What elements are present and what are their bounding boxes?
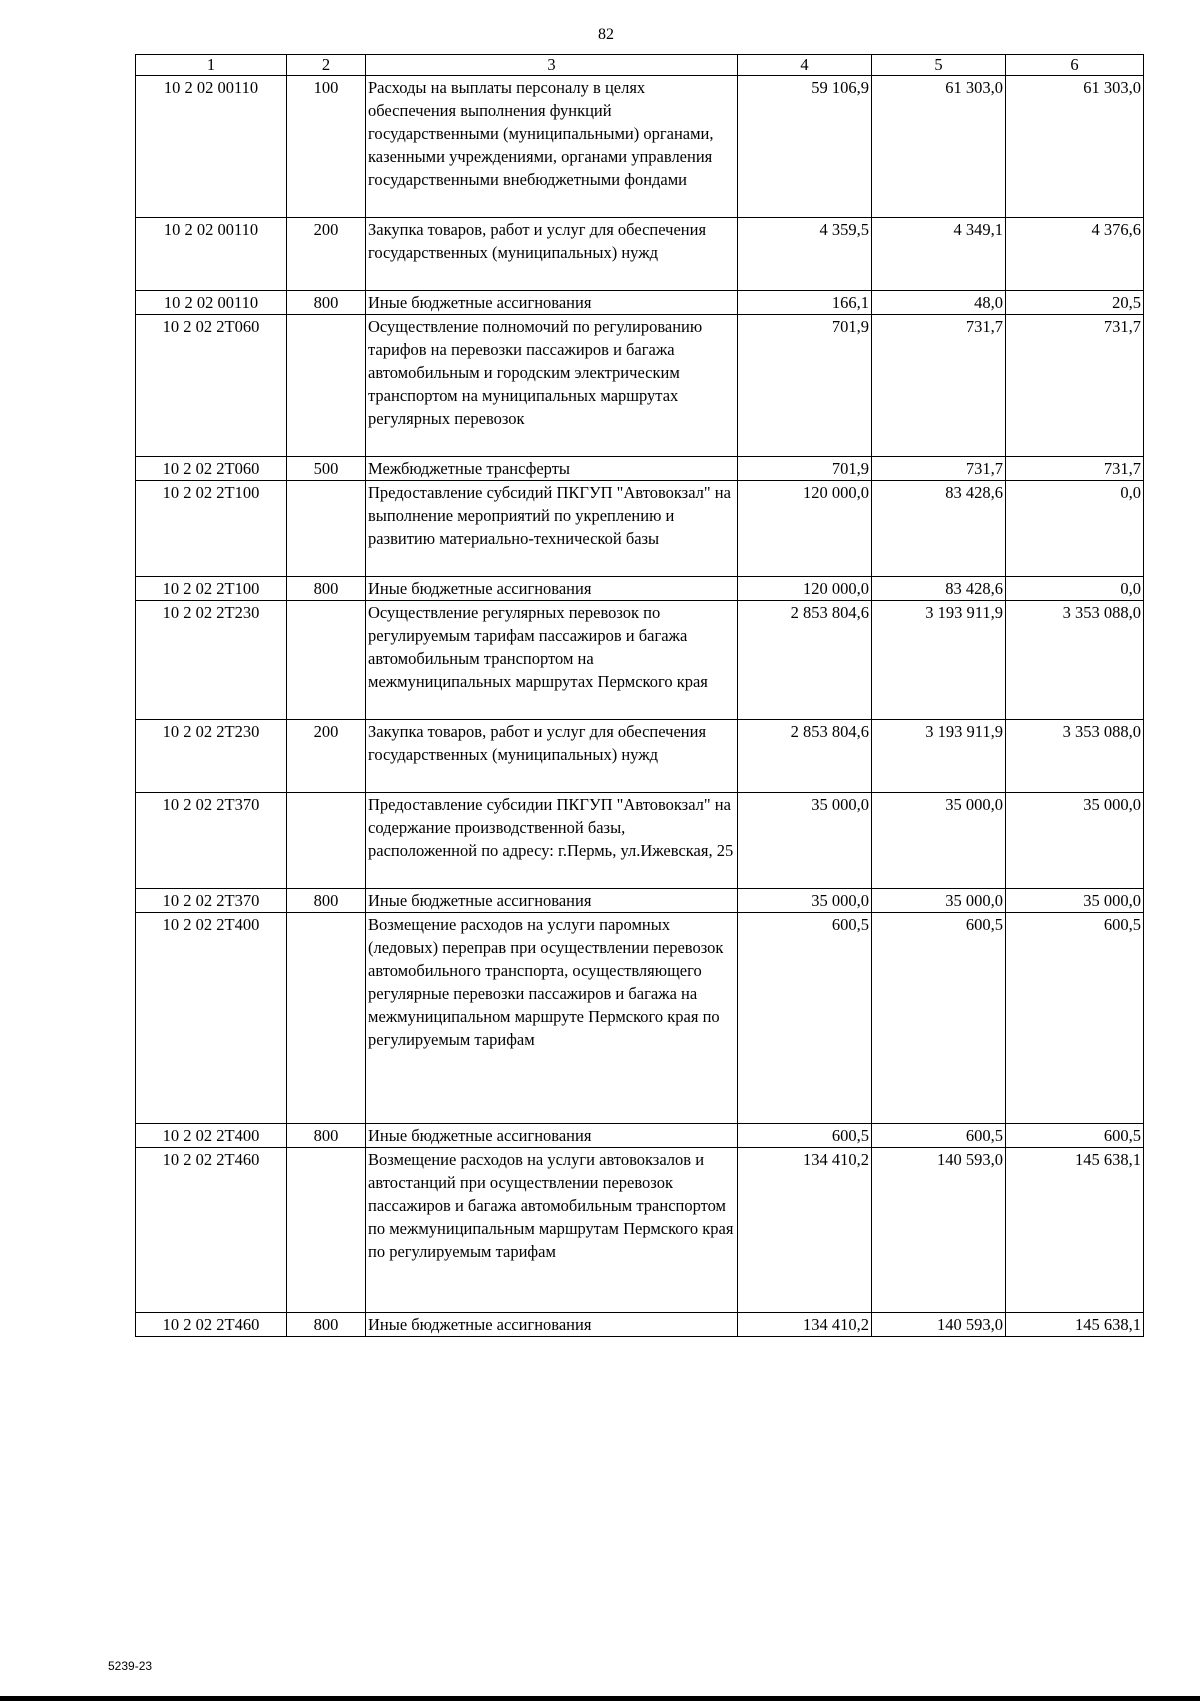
kbk-code-cell: 10 2 02 2Т100 — [136, 577, 287, 601]
amount-col-6-cell: 145 638,1 — [1006, 1313, 1144, 1337]
description-cell: Закупка товаров, работ и услуг для обеспечения государственных (муниципальных) нужд — [366, 218, 738, 291]
expense-type-cell: 800 — [287, 291, 366, 315]
amount-col-4-cell: 4 359,5 — [738, 218, 872, 291]
description-cell: Осуществление полномочий по регулированию тарифов на перевозки пассажиров и багажа автомобильным и городским электрическим транспортом на муниципальных маршрутах регулярных перевозок — [366, 315, 738, 457]
expense-type-cell: 200 — [287, 720, 366, 793]
amount-col-4-cell: 59 106,9 — [738, 76, 872, 218]
amount-col-4-cell: 600,5 — [738, 913, 872, 1124]
table-row — [136, 1313, 1144, 1337]
table-row — [136, 315, 1144, 457]
expense-type-cell — [287, 481, 366, 577]
kbk-code-cell: 10 2 02 2Т100 — [136, 481, 287, 577]
amount-col-6-cell: 0,0 — [1006, 481, 1144, 577]
header-col-2: 2 — [287, 55, 366, 76]
expense-type-cell — [287, 1148, 366, 1313]
description-cell: Иные бюджетные ассигнования — [366, 577, 738, 601]
description-cell: Закупка товаров, работ и услуг для обеспечения государственных (муниципальных) нужд — [366, 720, 738, 793]
kbk-code-cell: 10 2 02 2Т230 — [136, 720, 287, 793]
amount-col-6-cell: 35 000,0 — [1006, 793, 1144, 889]
expense-type-cell: 800 — [287, 577, 366, 601]
table-row — [136, 577, 1144, 601]
kbk-code-cell: 10 2 02 00110 — [136, 291, 287, 315]
expense-type-cell: 800 — [287, 1313, 366, 1337]
amount-col-4-cell: 701,9 — [738, 315, 872, 457]
expense-type-cell — [287, 793, 366, 889]
amount-col-4-cell: 134 410,2 — [738, 1148, 872, 1313]
amount-col-6-cell: 3 353 088,0 — [1006, 601, 1144, 720]
description-cell: Расходы на выплаты персоналу в целях обеспечения выполнения функций государственными (муниципальными) органами, казенными учреждениями, органами управления государственными внебюджетными фондами — [366, 76, 738, 218]
description-cell: Возмещение расходов на услуги автовокзалов и автостанций при осуществлении перевозок пассажиров и багажа автомобильным транспортом по межмуниципальным маршрутам Пермского края по регулируемым тарифам — [366, 1148, 738, 1313]
amount-col-6-cell: 20,5 — [1006, 291, 1144, 315]
description-cell: Иные бюджетные ассигнования — [366, 291, 738, 315]
amount-col-6-cell: 0,0 — [1006, 577, 1144, 601]
amount-col-6-cell: 4 376,6 — [1006, 218, 1144, 291]
table-row — [136, 1124, 1144, 1148]
expense-type-cell — [287, 315, 366, 457]
amount-col-5-cell: 35 000,0 — [872, 889, 1006, 913]
kbk-code-cell: 10 2 02 2Т370 — [136, 793, 287, 889]
amount-col-6-cell: 731,7 — [1006, 457, 1144, 481]
description-cell: Осуществление регулярных перевозок по регулируемым тарифам пассажиров и багажа автомобильным транспортом на межмуниципальных маршрутах Пермского края — [366, 601, 738, 720]
amount-col-6-cell: 61 303,0 — [1006, 76, 1144, 218]
kbk-code-cell: 10 2 02 00110 — [136, 218, 287, 291]
table-row — [136, 291, 1144, 315]
table-row — [136, 793, 1144, 889]
amount-col-5-cell: 731,7 — [872, 315, 1006, 457]
expense-type-cell: 100 — [287, 76, 366, 218]
header-col-4: 4 — [738, 55, 872, 76]
table-row — [136, 889, 1144, 913]
table-row — [136, 720, 1144, 793]
table-row — [136, 457, 1144, 481]
amount-col-4-cell: 701,9 — [738, 457, 872, 481]
table-row — [136, 481, 1144, 577]
table-row — [136, 601, 1144, 720]
table-row — [136, 218, 1144, 291]
expense-type-cell: 800 — [287, 1124, 366, 1148]
description-cell: Межбюджетные трансферты — [366, 457, 738, 481]
amount-col-5-cell: 83 428,6 — [872, 481, 1006, 577]
amount-col-5-cell: 35 000,0 — [872, 793, 1006, 889]
amount-col-4-cell: 35 000,0 — [738, 889, 872, 913]
budget-table — [135, 54, 1144, 1337]
amount-col-4-cell: 2 853 804,6 — [738, 720, 872, 793]
amount-col-4-cell: 2 853 804,6 — [738, 601, 872, 720]
amount-col-4-cell: 35 000,0 — [738, 793, 872, 889]
amount-col-5-cell: 140 593,0 — [872, 1148, 1006, 1313]
amount-col-4-cell: 600,5 — [738, 1124, 872, 1148]
header-col-6: 6 — [1006, 55, 1144, 76]
kbk-code-cell: 10 2 02 2Т230 — [136, 601, 287, 720]
scan-border — [0, 1696, 1200, 1701]
amount-col-6-cell: 600,5 — [1006, 1124, 1144, 1148]
amount-col-5-cell: 140 593,0 — [872, 1313, 1006, 1337]
description-cell: Предоставление субсидий ПКГУП "Автовокзал" на выполнение мероприятий по укреплению и развитию материально-технической базы — [366, 481, 738, 577]
description-cell: Возмещение расходов на услуги паромных (ледовых) переправ при осуществлении перевозок автомобильного транспорта, осуществляющего регулярные перевозки пассажиров и багажа на межмуниципальном маршруте Пермского края по регулируемым тарифам — [366, 913, 738, 1124]
description-cell: Иные бюджетные ассигнования — [366, 1124, 738, 1148]
kbk-code-cell: 10 2 02 2Т370 — [136, 889, 287, 913]
amount-col-5-cell: 600,5 — [872, 913, 1006, 1124]
expense-type-cell: 800 — [287, 889, 366, 913]
amount-col-6-cell: 3 353 088,0 — [1006, 720, 1144, 793]
amount-col-5-cell: 731,7 — [872, 457, 1006, 481]
description-cell: Иные бюджетные ассигнования — [366, 1313, 738, 1337]
page-number: 82 — [598, 26, 614, 43]
amount-col-6-cell: 600,5 — [1006, 913, 1144, 1124]
header-col-1: 1 — [136, 55, 287, 76]
document-code: 5239-23 — [108, 1659, 153, 1673]
kbk-code-cell: 10 2 02 2Т060 — [136, 315, 287, 457]
amount-col-6-cell: 35 000,0 — [1006, 889, 1144, 913]
amount-col-5-cell: 3 193 911,9 — [872, 720, 1006, 793]
description-cell: Предоставление субсидии ПКГУП "Автовокзал" на содержание производственной базы, расположенной по адресу: г.Пермь, ул.Ижевская, 25 — [366, 793, 738, 889]
kbk-code-cell: 10 2 02 2Т400 — [136, 913, 287, 1124]
header-row — [136, 55, 1144, 76]
amount-col-4-cell: 166,1 — [738, 291, 872, 315]
amount-col-5-cell: 4 349,1 — [872, 218, 1006, 291]
amount-col-4-cell: 120 000,0 — [738, 481, 872, 577]
table-row — [136, 913, 1144, 1124]
header-col-5: 5 — [872, 55, 1006, 76]
expense-type-cell: 200 — [287, 218, 366, 291]
table-row — [136, 76, 1144, 218]
amount-col-6-cell: 145 638,1 — [1006, 1148, 1144, 1313]
expense-type-cell — [287, 913, 366, 1124]
expense-type-cell: 500 — [287, 457, 366, 481]
amount-col-4-cell: 120 000,0 — [738, 577, 872, 601]
amount-col-5-cell: 61 303,0 — [872, 76, 1006, 218]
amount-col-5-cell: 83 428,6 — [872, 577, 1006, 601]
kbk-code-cell: 10 2 02 2Т460 — [136, 1313, 287, 1337]
amount-col-4-cell: 134 410,2 — [738, 1313, 872, 1337]
kbk-code-cell: 10 2 02 00110 — [136, 76, 287, 218]
amount-col-5-cell: 48,0 — [872, 291, 1006, 315]
kbk-code-cell: 10 2 02 2Т400 — [136, 1124, 287, 1148]
amount-col-6-cell: 731,7 — [1006, 315, 1144, 457]
table-row — [136, 1148, 1144, 1313]
header-col-3: 3 — [366, 55, 738, 76]
kbk-code-cell: 10 2 02 2Т060 — [136, 457, 287, 481]
kbk-code-cell: 10 2 02 2Т460 — [136, 1148, 287, 1313]
expense-type-cell — [287, 601, 366, 720]
description-cell: Иные бюджетные ассигнования — [366, 889, 738, 913]
amount-col-5-cell: 3 193 911,9 — [872, 601, 1006, 720]
amount-col-5-cell: 600,5 — [872, 1124, 1006, 1148]
